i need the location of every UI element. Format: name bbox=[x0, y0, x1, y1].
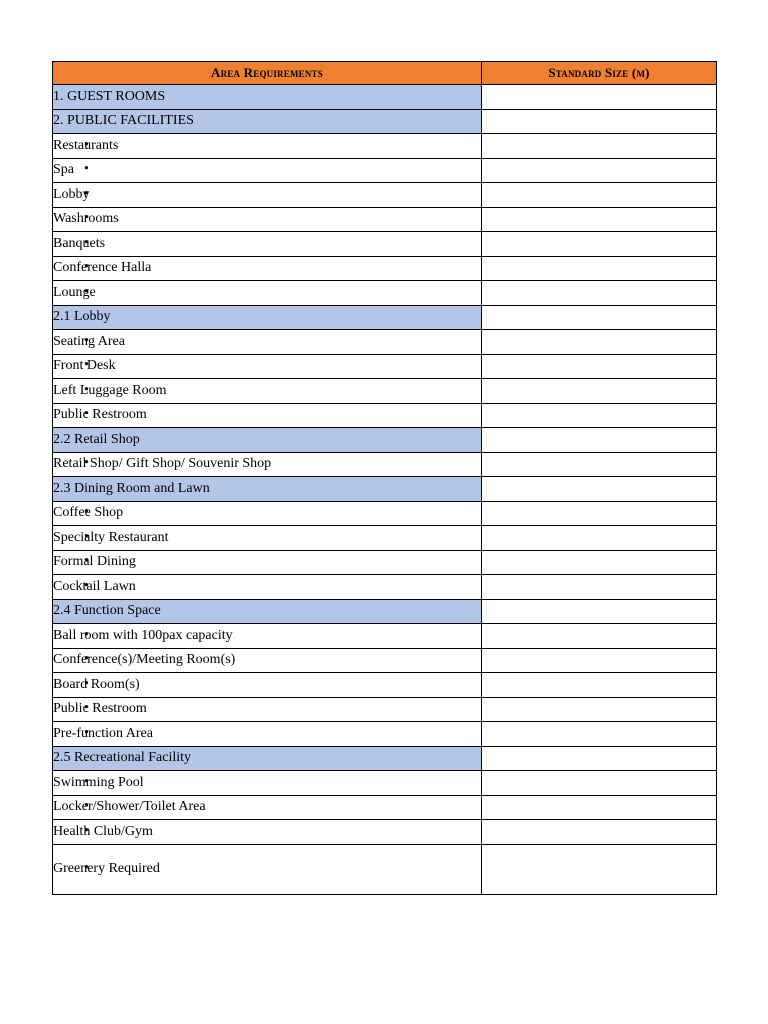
section-row bbox=[53, 746, 717, 771]
section-row bbox=[53, 428, 717, 453]
list-item bbox=[53, 550, 717, 575]
list-item bbox=[53, 771, 717, 796]
item-label: • Banquets bbox=[53, 232, 482, 257]
item-label: • Greenery Required bbox=[53, 844, 482, 894]
item-label: • Spa bbox=[53, 158, 482, 183]
list-item bbox=[53, 722, 717, 747]
list-item bbox=[53, 158, 717, 183]
table-header-row bbox=[53, 62, 717, 85]
standard-size-cell bbox=[482, 109, 717, 134]
section-label: 1. GUEST ROOMS bbox=[53, 85, 482, 110]
standard-size-cell bbox=[482, 771, 717, 796]
section-row bbox=[53, 599, 717, 624]
item-label: • Swimming Pool bbox=[53, 771, 482, 796]
standard-size-cell bbox=[482, 550, 717, 575]
section-label: 2.2 Retail Shop bbox=[53, 428, 482, 453]
list-item bbox=[53, 330, 717, 355]
standard-size-cell bbox=[482, 232, 717, 257]
item-label: • Locker/Shower/Toilet Area bbox=[53, 795, 482, 820]
item-label: • Lounge bbox=[53, 281, 482, 306]
item-label: • Formal Dining bbox=[53, 550, 482, 575]
standard-size-cell bbox=[482, 673, 717, 698]
standard-size-cell bbox=[482, 134, 717, 159]
item-label: • Left Luggage Room bbox=[53, 379, 482, 404]
list-item bbox=[53, 648, 717, 673]
item-label: • Public Restroom bbox=[53, 403, 482, 428]
standard-size-cell bbox=[482, 624, 717, 649]
item-label: • Retail Shop/ Gift Shop/ Souvenir Shop bbox=[53, 452, 482, 477]
item-label: • Specialty Restaurant bbox=[53, 526, 482, 551]
standard-size-cell bbox=[482, 158, 717, 183]
standard-size-cell bbox=[482, 281, 717, 306]
list-item bbox=[53, 501, 717, 526]
item-label: • Washrooms bbox=[53, 207, 482, 232]
area-requirements-table bbox=[52, 61, 717, 895]
item-label: • Lobby bbox=[53, 183, 482, 208]
section-row bbox=[53, 305, 717, 330]
list-item bbox=[53, 844, 717, 894]
section-label: 2. PUBLIC FACILITIES bbox=[53, 109, 482, 134]
item-label: • Conference(s)/Meeting Room(s) bbox=[53, 648, 482, 673]
section-label: 2.1 Lobby bbox=[53, 305, 482, 330]
item-label: • Health Club/Gym bbox=[53, 820, 482, 845]
section-row bbox=[53, 477, 717, 502]
standard-size-cell bbox=[482, 575, 717, 600]
list-item bbox=[53, 183, 717, 208]
standard-size-cell bbox=[482, 452, 717, 477]
list-item bbox=[53, 207, 717, 232]
list-item bbox=[53, 526, 717, 551]
list-item bbox=[53, 232, 717, 257]
list-item bbox=[53, 379, 717, 404]
standard-size-cell bbox=[482, 648, 717, 673]
list-item bbox=[53, 673, 717, 698]
standard-size-cell bbox=[482, 844, 717, 894]
item-label: • Public Restroom bbox=[53, 697, 482, 722]
standard-size-cell bbox=[482, 526, 717, 551]
item-label: • Board Room(s) bbox=[53, 673, 482, 698]
item-label: • Cocktail Lawn bbox=[53, 575, 482, 600]
standard-size-cell bbox=[482, 85, 717, 110]
standard-size-cell bbox=[482, 256, 717, 281]
item-label: • Restaurants bbox=[53, 134, 482, 159]
list-item bbox=[53, 452, 717, 477]
standard-size-cell bbox=[482, 501, 717, 526]
standard-size-cell bbox=[482, 403, 717, 428]
header-area-requirements: Area Requirements bbox=[53, 62, 482, 85]
standard-size-cell bbox=[482, 354, 717, 379]
header-standard-size: Standard Size (m) bbox=[482, 62, 717, 85]
section-label: 2.3 Dining Room and Lawn bbox=[53, 477, 482, 502]
item-label: • Seating Area bbox=[53, 330, 482, 355]
standard-size-cell bbox=[482, 207, 717, 232]
list-item bbox=[53, 575, 717, 600]
standard-size-cell bbox=[482, 722, 717, 747]
list-item bbox=[53, 795, 717, 820]
standard-size-cell bbox=[482, 477, 717, 502]
standard-size-cell bbox=[482, 697, 717, 722]
item-label: • Coffee Shop bbox=[53, 501, 482, 526]
standard-size-cell bbox=[482, 820, 717, 845]
standard-size-cell bbox=[482, 599, 717, 624]
list-item bbox=[53, 134, 717, 159]
list-item bbox=[53, 354, 717, 379]
table-body bbox=[53, 85, 717, 895]
list-item bbox=[53, 256, 717, 281]
list-item bbox=[53, 624, 717, 649]
standard-size-cell bbox=[482, 428, 717, 453]
list-item bbox=[53, 281, 717, 306]
item-label: • Pre-function Area bbox=[53, 722, 482, 747]
item-label: • Front Desk bbox=[53, 354, 482, 379]
list-item bbox=[53, 403, 717, 428]
list-item bbox=[53, 697, 717, 722]
section-label: 2.5 Recreational Facility bbox=[53, 746, 482, 771]
list-item bbox=[53, 820, 717, 845]
section-label: 2.4 Function Space bbox=[53, 599, 482, 624]
item-label: • Ball room with 100pax capacity bbox=[53, 624, 482, 649]
standard-size-cell bbox=[482, 305, 717, 330]
standard-size-cell bbox=[482, 746, 717, 771]
standard-size-cell bbox=[482, 330, 717, 355]
section-row bbox=[53, 109, 717, 134]
standard-size-cell bbox=[482, 795, 717, 820]
item-label: • Conference Halla bbox=[53, 256, 482, 281]
standard-size-cell bbox=[482, 183, 717, 208]
section-row bbox=[53, 85, 717, 110]
standard-size-cell bbox=[482, 379, 717, 404]
